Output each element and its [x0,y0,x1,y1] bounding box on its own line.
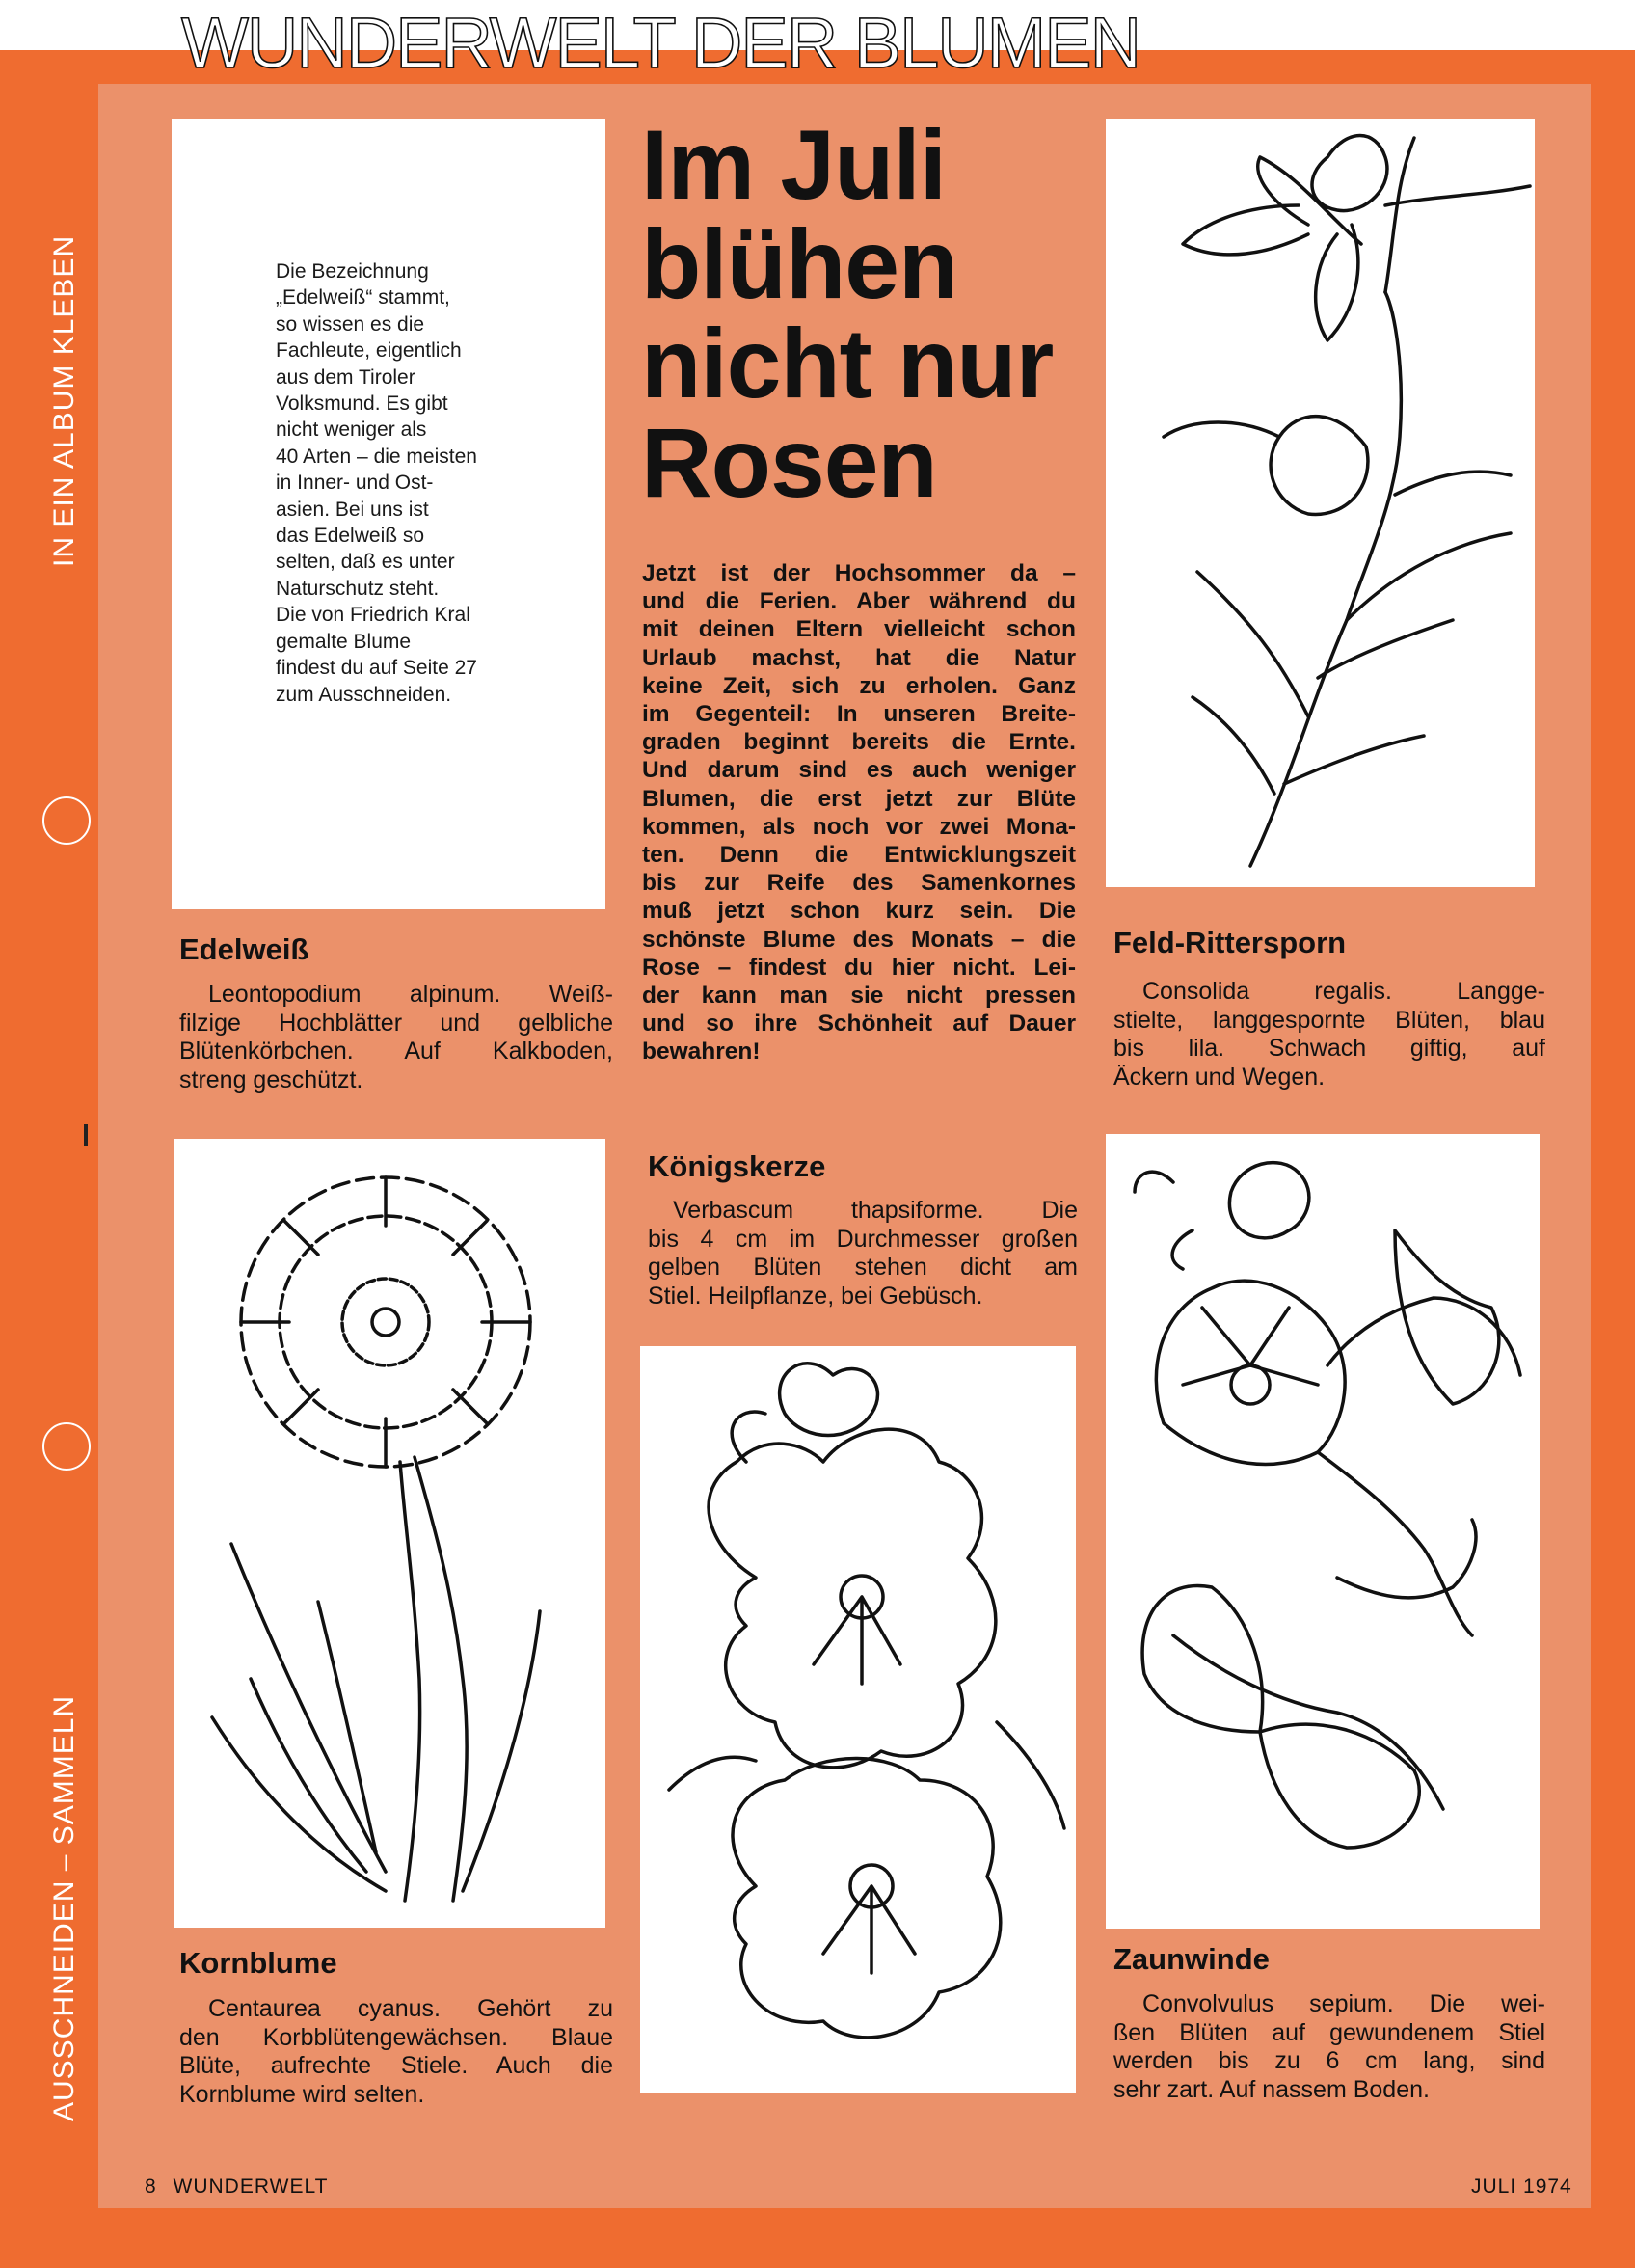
punch-hole-lower [42,1422,91,1471]
kornblume-description: Centaurea cyanus. Gehört zu den Korbblütengewächsen. Blaue Blüte, aufrechte Stiele. Auch die Kornblume wird selten. [179,1995,613,2108]
headline: Im Juli blühen nicht nur Rosen [641,110,1054,518]
orange-border-bottom [0,2208,1635,2268]
koenigskerze-image-box [640,1346,1076,2092]
punch-hole-upper [42,796,91,845]
koenigskerze-title: Königskerze [648,1149,826,1183]
fold-mark [84,1124,88,1146]
feld-rittersporn-drawing [1106,119,1535,887]
issue-date: JULI 1974 [1471,2175,1572,2198]
intro-text: Die Bezeichnung „Edelweiß“ stammt, so wissen es die Fachleute, eigentlich aus dem Tiroler Volksmund. Es gibt nicht weniger als 40 Arten – die meisten in Inner- und Ost- asien. Bei uns ist das Edelweiß so selten, daß es unter Naturschutz steht. Die von Friedrich Kral gemalte Blume findest du auf Seite 27 zum Ausschneiden. [276,260,477,706]
zaunwinde-drawing [1106,1134,1540,1929]
feld-rittersporn-image-box [1106,119,1535,887]
zaunwinde-title: Zaunwinde [1113,1942,1270,1976]
feld-rittersporn-description: Consolida regalis. Langge- stielte, langgespornte Blüten, blau bis lila. Schwach giftig, auf Äckern und Wegen. [1113,978,1545,1091]
orange-border-right [1591,50,1635,2268]
kornblume-title: Kornblume [179,1946,337,1980]
koenigskerze-drawing [640,1346,1076,2092]
side-label-bottom: AUSSCHNEIDEN – SAMMELN [48,1694,80,2121]
footer-page-info [145,2175,328,2199]
page-number: 8 [145,2175,157,2198]
zaunwinde-description: Convolvulus sepium. Die wei- ßen Blüten auf gewundenem Stiel werden bis zu 6 cm lang, sind sehr zart. Auf nassem Boden. [1113,1990,1545,2103]
magazine-name: WUNDERWELT [173,2175,329,2198]
koenigskerze-description: Verbascum thapsiforme. Die bis 4 cm im Durchmesser großen gelben Blüten stehen dicht am Stiel. Heilpflanze, bei Gebüsch. [648,1197,1078,1310]
kornblume-image-box [174,1139,605,1928]
side-label-top: IN EIN ALBUM KLEBEN [48,234,80,567]
kornblume-drawing [174,1139,605,1928]
lede-text: Jetzt ist der Hochsommer da – und die Ferien. Aber während du mit deinen Eltern vielleicht schon Urlaub machst, hat die Natur keine Zeit, sich zu erholen. Ganz im Gegenteil: In unseren Breite- graden beginnt bereits die Ernte. Und darum sind es auch weniger Blumen, die erst jetzt zur Blüte kommen, als noch vor zwei Mona- ten. Denn die Entwicklungszeit bis zur Reife des Samenkornes muß jetzt schon kurz sein. Die schönste Blume des Monats – die Rose – findest du hier nicht. Lei- der kann man sie nicht pressen und so ihre Schönheit auf Dauer bewahren! [642,560,1076,1066]
edelweiss-description: Leontopodium alpinum. Weiß- filzige Hochblätter und gelbliche Blütenkörbchen. Auf Kalkboden, streng geschützt. [179,981,613,1094]
feld-rittersporn-title: Feld-Rittersporn [1113,926,1347,959]
edelweiss-title: Edelweiß [179,932,309,966]
zaunwinde-image-box [1106,1134,1540,1929]
masthead-title: WUNDERWELT DER BLUMEN [181,3,1140,83]
